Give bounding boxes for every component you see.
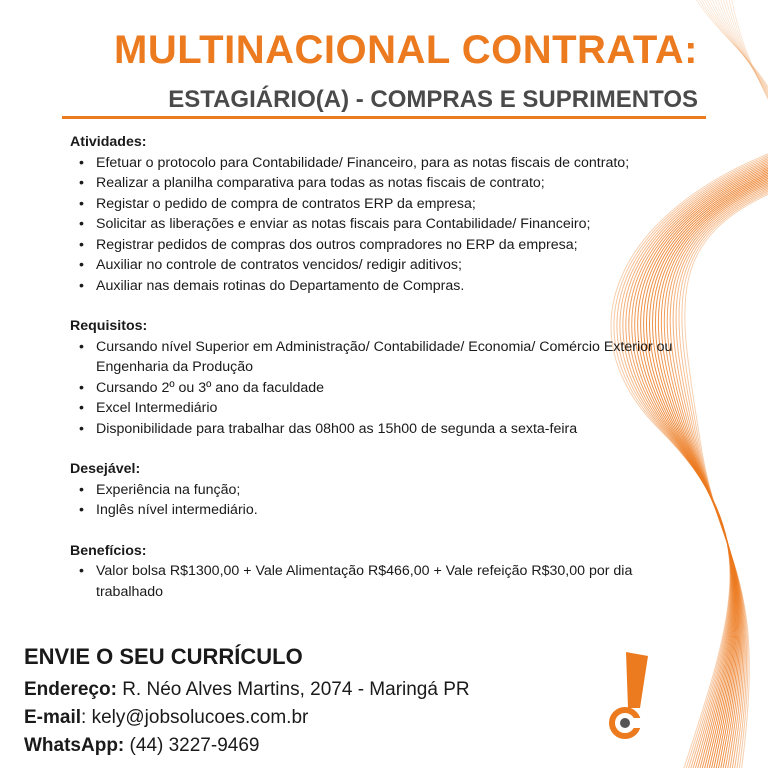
wave-line — [702, 0, 768, 115]
bullet-list — [70, 480, 700, 521]
contact-heading: ENVIE O SEU CURRÍCULO — [24, 644, 303, 669]
wave-line — [727, 0, 768, 124]
list-item: • Auxiliar nas demais rotinas do Departamento de Compras. — [96, 276, 700, 297]
list-item: • Cursando 2º ou 3º ano da faculdade — [96, 378, 700, 399]
section-desejavel — [70, 459, 700, 521]
address-value: R. Néo Alves Martins, 2074 - Maringá PR — [116, 679, 470, 700]
whatsapp-value[interactable]: (44) 3227-9469 — [124, 735, 260, 756]
title-divider — [62, 116, 706, 119]
wave-line — [708, 0, 768, 117]
wave-line — [715, 0, 768, 119]
whatsapp-label: WhatsApp: — [24, 735, 125, 756]
exclamation-c-logo-icon — [608, 650, 654, 742]
contact-block — [24, 644, 470, 760]
section-beneficios — [70, 541, 700, 603]
whatsapp-line — [24, 732, 470, 760]
list-item: • Auxiliar no controle de contratos vencidos/ redigir aditivos; — [96, 255, 700, 276]
list-item: • Efetuar o protocolo para Contabilidade/ Financeiro, para as notas fiscais de contrato; — [96, 153, 700, 174]
section-requisitos — [70, 316, 700, 439]
address-label: Endereço: — [24, 679, 117, 700]
list-item: • Valor bolsa R$1300,00 + Vale Alimentação R$466,00 + Vale refeição R$30,00 por dia trabalhado — [96, 561, 700, 602]
page-subtitle: ESTAGIÁRIO(A) - COMPRAS E SUPRIMENTOS — [168, 86, 698, 113]
bullet-list — [70, 561, 700, 602]
list-item: • Realizar a planilha comparativa para todas as notas fiscais de contrato; — [96, 173, 700, 194]
wave-line — [721, 0, 768, 122]
email-value[interactable]: : kely@jobsolucoes.com.br — [81, 707, 309, 728]
page-title: MULTINACIONAL CONTRATA: — [114, 28, 698, 72]
section-atividades — [70, 132, 700, 296]
email-label: E-mail — [24, 707, 82, 728]
section-heading: Benefícios: — [70, 542, 147, 559]
section-heading: Atividades: — [70, 134, 147, 150]
bullet-list — [70, 337, 700, 440]
wave-line — [693, 0, 768, 111]
section-heading: Desejável: — [70, 461, 141, 477]
wave-line — [696, 0, 768, 112]
list-item: • Experiência na função; — [96, 480, 700, 501]
list-item: • Disponibilidade para trabalhar das 08h00 as 15h00 de segunda a sexta-feira — [96, 419, 700, 440]
list-item: • Solicitar as liberações e enviar as notas fiscais para Contabilidade/ Financeiro; — [96, 214, 700, 235]
list-item: • Inglês nível intermediário. — [96, 500, 700, 521]
list-item: • Registar o pedido de compra de contratos ERP da empresa; — [96, 194, 700, 215]
wave-line — [712, 0, 768, 118]
email-line — [24, 704, 470, 732]
wave-line — [724, 0, 768, 123]
bullet-list — [70, 153, 700, 297]
section-heading: Requisitos: — [70, 318, 148, 334]
job-details — [70, 132, 700, 622]
address-line — [24, 676, 470, 704]
list-item: • Cursando nível Superior em Administração/ Contabilidade/ Economia/ Comércio Exterior ou Engenharia da Produção — [96, 337, 700, 378]
list-item: • Registrar pedidos de compras dos outros compradores no ERP da empresa; — [96, 235, 700, 256]
list-item: • Excel Intermediário — [96, 398, 700, 419]
